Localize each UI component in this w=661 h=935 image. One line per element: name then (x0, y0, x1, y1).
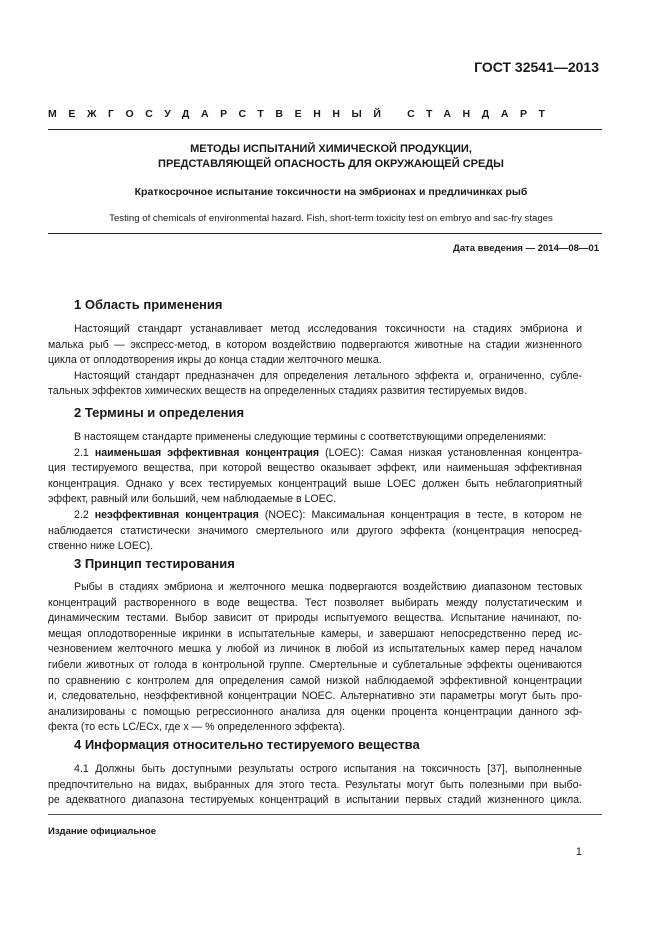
header-rule (48, 129, 602, 130)
section-body-2 (48, 430, 582, 555)
text-line: анализированы с помощью регрессионного анализа для оценки процента концентрации данного эф- (48, 705, 582, 718)
text-line: чезновением желточного мешка у любой из личинок в любой из испытательных камер перед началом (48, 643, 582, 656)
section-body-3 (48, 580, 582, 736)
document-subtitle: Краткосрочное испытание токсичности на эмбрионах и предличинках рыб (134, 186, 528, 198)
text-line: Рыбы в стадиях эмбриона и желточного мешка подвергаются воздействию диапазоном тестовых (74, 581, 582, 593)
document-title-line-2: ПРЕДСТАВЛЯЮЩЕЙ ОПАСНОСТЬ ДЛЯ ОКРУЖАЮЩЕЙ СРЕДЫ (158, 158, 504, 170)
text-line: динамическим тестами. Выбор зависит от природы испытуемого вещества. Испытание начинают, по- (48, 612, 582, 625)
section-body-1 (48, 322, 582, 400)
text-line: гибели животных от голода в контрольной группе. Смертельные и сублетальные эффекты оцениваются (48, 658, 582, 671)
section-heading-1: 1 Область применения (74, 297, 223, 312)
standard-number: ГОСТ 32541—2013 (474, 59, 599, 75)
definition-number: 2.1 (74, 446, 95, 459)
text-line: фекта (то есть LC/ECx, где x — % определенного эффекта). (48, 721, 346, 734)
definition-line (48, 446, 582, 462)
text-line: малька рыб — экспресс-метод, в котором воздействию подвергаются животные на стадии жизненного (48, 338, 582, 351)
section-body-4 (48, 762, 582, 809)
text-line: 4.1 Должны быть доступными результаты острого испытания на токсичность [37], выполненные (74, 763, 582, 775)
text-line: тальных эффектов химических веществ на определенных стадиях развития тестируемых видов. (48, 385, 527, 398)
official-edition-label: Издание официальное (48, 826, 156, 837)
english-title: Testing of chemicals of environmental hazard. Fish, short-term toxicity test on embryo and sac-fry stages (109, 213, 553, 224)
text-line: наблюдается статистически значимого смертельного или другого эффекта (концентрация непосред- (48, 524, 582, 537)
defined-term: неэффективная концентрация (94, 508, 259, 521)
text-line: ственно ниже LOEC). (48, 540, 154, 553)
text-line: эффект, равный или больший, чем наблюдаемые в LOEC. (48, 493, 337, 506)
text-line: ре адекватного диапазона тестируемых концентраций в испытании первых стадий жизненного цикла. (48, 794, 582, 807)
introduction-date: Дата введения — 2014—08—01 (453, 243, 599, 254)
section-heading-2: 2 Термины и определения (74, 405, 245, 420)
defined-term: наименьшая эффективная концентрация (94, 446, 320, 459)
page-number: 1 (575, 846, 582, 858)
text-line: предпочтительно на видах, выбранных для этого теста. Результаты могут быть полезными при выбо- (48, 778, 582, 791)
text-line: мещая оплодотворенные икринки в испытательные камеры, и завершают непосредственно перед ис- (48, 627, 582, 640)
title-rule (48, 233, 602, 234)
text-line: по сравнению с контролем для определения самой низкой наблюдаемой эффективной концентрации (48, 674, 582, 687)
definition-line (48, 508, 582, 524)
text-line: и, следовательно, неэффективной концентрации NOEC. Альтернативно эти параметры могут быть про- (48, 690, 582, 703)
text-line: Настоящий стандарт устанавливает метод исследования токсичности на стадиях эмбриона и (74, 323, 582, 335)
definition-number: 2.2 (74, 508, 95, 521)
text-line: цикла от оплодотворения икры до конца стадии желточного мешка. (48, 354, 382, 367)
document-title-line-1: МЕТОДЫ ИСПЫТАНИЙ ХИМИЧЕСКОЙ ПРОДУКЦИИ, (190, 143, 472, 155)
footer-rule (48, 814, 602, 815)
text-line: Настоящий стандарт предназначен для определения летального эффекта и, ограниченно, сублe- (74, 369, 582, 382)
definition-text: (NOEC): Максимальная концентрация в тесте, в котором не (258, 508, 582, 521)
text-line: В настоящем стандарте применены следующие термины с соответствующими определениями: (74, 431, 547, 443)
text-line: концентрация. Однако у всех тестируемых концентраций выше LOEC должен быть неблагоприятный (48, 477, 582, 490)
definition-text: (LOEC): Самая низкая установленная концентра- (319, 446, 582, 459)
standard-type-banner: МЕЖГОСУДАРСТВЕННЫЙ СТАНДАРТ (48, 108, 557, 120)
text-line: концентраций растворенного в воде вещества. Тест позволяет выбирать между полустатическим и (48, 596, 582, 609)
text-line: ция тестируемого вещества, при которой вещество оказывает эффект, или наименьшая эффективная (48, 462, 582, 475)
section-heading-3: 3 Принцип тестирования (74, 556, 235, 571)
section-heading-4: 4 Информация относительно тестируемого вещества (74, 737, 420, 752)
